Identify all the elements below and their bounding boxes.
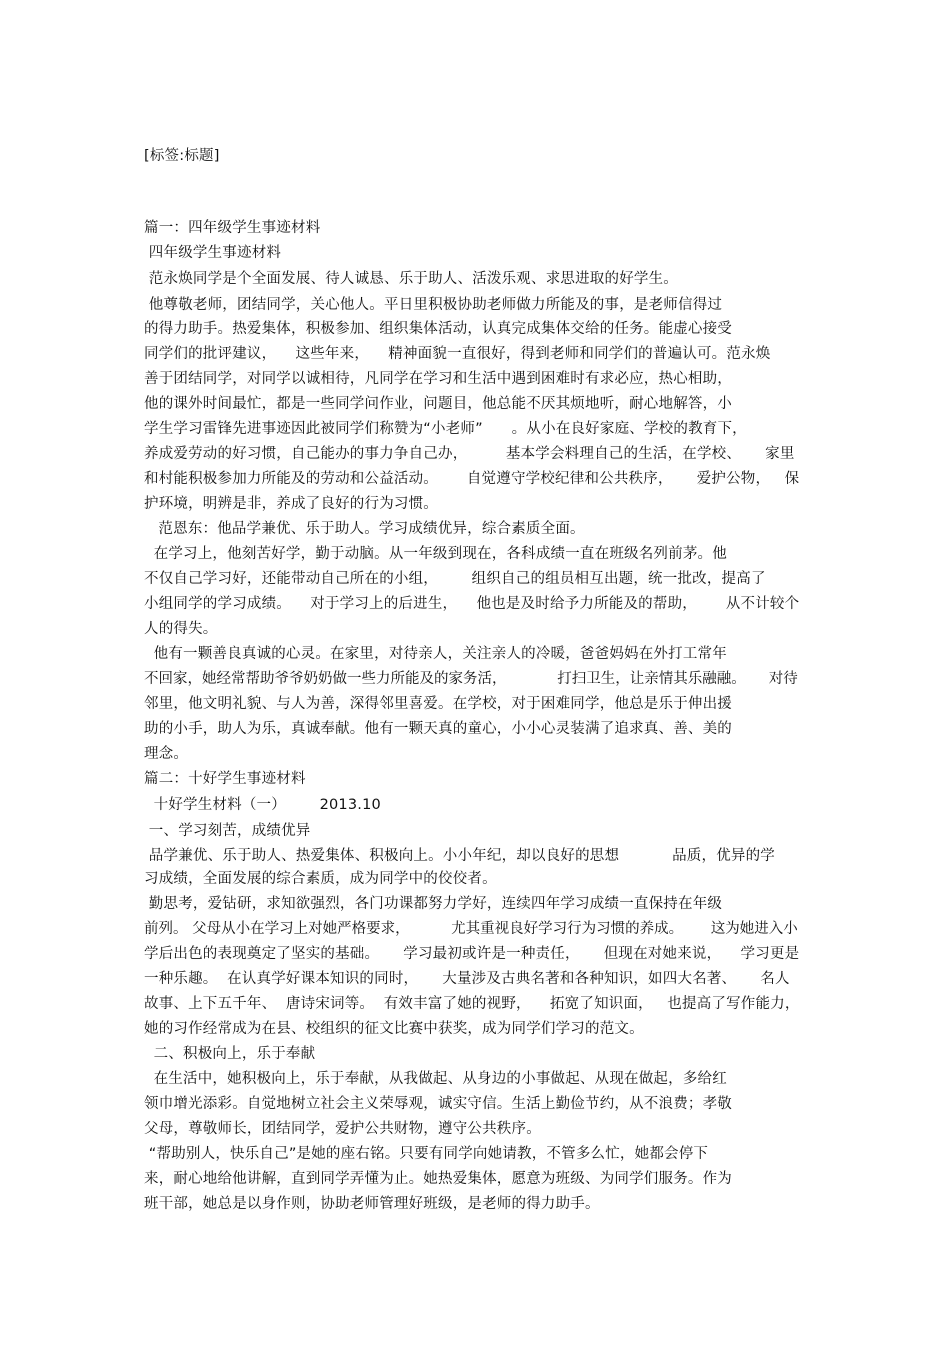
paragraph-line: 在生活中，她积极向上，乐于奉献，从我做起、从身边的小事做起、从现在做起，多给红 [144,1071,727,1087]
paragraph-line: 她的习作经常成为在县、校组织的征文比赛中获奖，成为同学们学习的范文。 [144,1021,644,1037]
paragraph-line: 学生学习雷锋先进事迹因此被同学们称赞为“小老师” 。从小在良好家庭、学校的教育下， [144,421,747,437]
paragraph-line: 勤思考，爱钻研，求知欲强烈，各门功课都努力学好，连续四年学习成绩一直保持在年级 [144,896,723,912]
paragraph-line: 善于团结同学，对同学以诚相待，凡同学在学习和生活中遇到困难时有求必应，热心相助， [144,371,732,387]
paragraph-line: 助的小手，助人为乐，真诚奉献。他有一颗天真的童心，小小心灵装满了追求真、善、美的 [144,721,732,737]
paragraph-line: 他尊敬老师，团结同学，关心他人。平日里积极协助老师做力所能及的事，是老师信得过 [144,297,723,313]
paragraph-line: 护环境，明辨是非，养成了良好的行为习惯。 [144,496,438,512]
paragraph-line: 在学习上，他刻苦好学，勤于动脑。从一年级到现在，各科成绩一直在班级名列前茅。他 [144,546,727,562]
paragraph-line: 他的课外时间最忙，都是一些同学问作业，问题目，他总能不厌其烦地听，耐心地解答，小 [144,396,732,412]
paragraph-line: 来，耐心地给他讲解，直到同学弄懂为止。她热爱集体，愿意为班级、为同学们服务。作为 [144,1171,732,1187]
paragraph-line: 班干部，她总是以身作则，协助老师管理好班级，是老师的得力助手。 [144,1196,600,1212]
paragraph-line: 故事、上下五千年、 唐诗宋词等。 有效丰富了她的视野， 拓宽了知识面， 也提高了写作能力， [144,996,800,1012]
paragraph-line: 同学们的批评建议， 这些年来， 精神面貌一直很好，得到老师和同学们的普遍认可。范永焕 [144,346,771,362]
subtitle-1: 四年级学生事迹材料 [144,245,282,261]
section-heading-1: 篇一：四年级学生事迹材料 [144,220,321,236]
tag-line: [标签:标题] [144,148,220,164]
section-heading-2: 篇二：十好学生事迹材料 [144,771,306,787]
paragraph-line: 和村能积极参加力所能及的劳动和公益活动。 自觉遵守学校纪律和公共秩序， 爱护公物， 保 [144,471,800,487]
paragraph-line: 理念。 [144,746,189,762]
paragraph-line: 他有一颗善良真诚的心灵。在家里，对待亲人，关注亲人的冷暖，爸爸妈妈在外打工常年 [144,646,727,662]
paragraph-line: 习成绩，全面发展的综合素质，成为同学中的佼佼者。 [144,871,497,887]
paragraph-line: 邻里，他文明礼貌、与人为善，深得邻里喜爱。在学校，对于困难同学，他总是乐于伸出援 [144,696,732,712]
paragraph-line: 范永焕同学是个全面发展、待人诚恳、乐于助人、活泼乐观、求思进取的好学生。 [144,271,679,287]
paragraph-line: 范恩东：他品学兼优、乐于助人。学习成绩优异，综合素质全面。 [144,521,585,537]
paragraph-line: 一种乐趣。 在认真学好课本知识的同时， 大量涉及古典名著和各种知识，如四大名著、 名人 [144,971,790,987]
paragraph-line: 父母，尊敬师长，团结同学，爱护公共财物，遵守公共秩序。 [144,1121,541,1137]
paragraph-line: 不回家，她经常帮助爷爷奶奶做一些力所能及的家务活， 打扫卫生，让亲情其乐融融。 对待 [144,671,798,687]
paragraph-line: 养成爱劳动的好习惯，自己能办的事力争自己办， 基本学会料理自己的生活，在学校、 家里 [144,446,795,462]
paragraph-line: 学后出色的表现奠定了坚实的基础。 学习最初或许是一种责任， 但现在对她来说， 学习更是 [144,946,800,962]
paragraph-line: 的得力助手。热爱集体，积极参加、组织集体活动，认真完成集体交给的任务。能虚心接受 [144,321,732,337]
paragraph-line: 小组同学的学习成绩。 对于学习上的后进生， 他也是及时给予力所能及的帮助， 从不计较个 [144,596,800,612]
paragraph-line: 前列。 父母从小在学习上对她严格要求， 尤其重视良好学习行为习惯的养成。 这为她进入小 [144,921,798,937]
paragraph-line: 领巾增光添彩。自觉地树立社会主义荣辱观，诚实守信。生活上勤俭节约，从不浪费；孝敬 [144,1096,732,1112]
paragraph-line: 不仅自己学习好，还能带动自己所在的小组， 组织自己的组员相互出题，统一批改，提高了 [144,571,766,587]
subsection-heading: 二、积极向上，乐于奉献 [144,1046,316,1062]
subsection-heading: 一、学习刻苦，成绩优异 [144,823,311,839]
paragraph-line: “帮助别人，快乐自己”是她的座右铭。只要有同学向她请教，不管多么忙，她都会停下 [144,1146,709,1162]
paragraph-line: 人的得失。 [144,621,218,637]
paragraph-line: 品学兼优、乐于助人、热爱集体、积极向上。小小年纪，却以良好的思想 品质，优异的学 [144,848,776,864]
subtitle-2: 十好学生材料（一） 2013.10 [144,797,381,813]
